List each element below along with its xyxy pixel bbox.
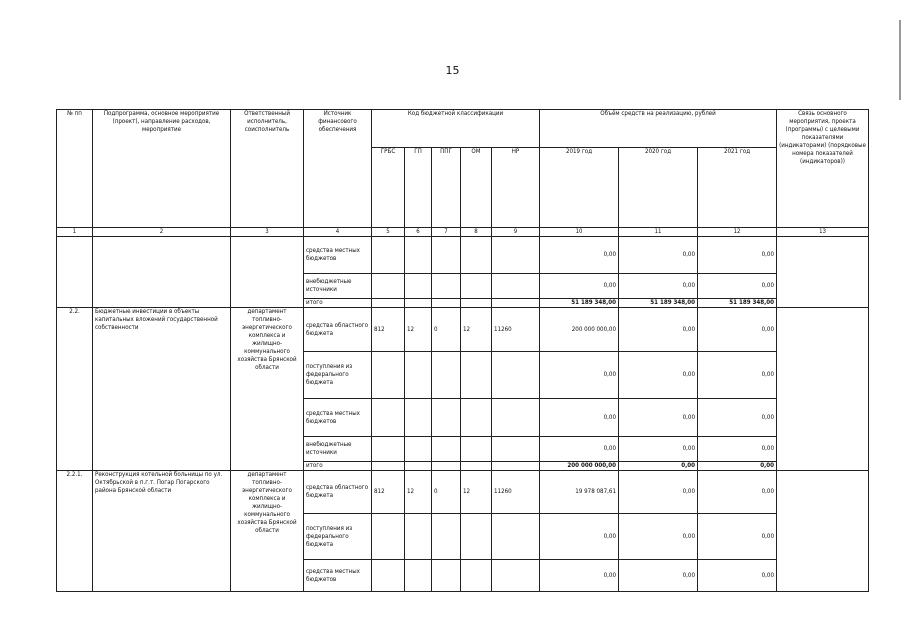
header-num: № пп — [57, 110, 93, 228]
column-number: 11 — [619, 228, 698, 237]
value-2021: 0,00 — [698, 237, 777, 274]
header-volume: Объём средств на реализацию, рублей — [540, 110, 777, 148]
value-2019: 0,00 — [540, 514, 619, 560]
row-executor-cell — [231, 237, 304, 308]
column-number: 5 — [372, 228, 405, 237]
value-2019: 0,00 — [540, 237, 619, 274]
header-kbk: Код бюджетной классификации — [372, 110, 540, 148]
header-om: ОМ — [461, 148, 492, 228]
indicator-cell — [777, 237, 869, 308]
source-cell: внебюджетные источники — [304, 274, 372, 299]
source-cell: поступления из федерального бюджета — [304, 352, 372, 399]
header-2020: 2020 год — [619, 148, 698, 228]
value-2021: 0,00 — [698, 352, 777, 399]
value-2021: 0,00 — [698, 308, 777, 352]
grbs-cell: 812 — [372, 471, 405, 514]
row-name-cell: Реконструкция котельной больницы по ул. Октябрьской в п.г.т. Погар Погарского района Брянской области — [93, 471, 231, 592]
sheet-edge-line — [899, 20, 901, 100]
header-program: Подпрограмма, основное мероприятие (проект), направление расходов, мероприятие — [93, 110, 231, 228]
value-2019: 19 978 087,61 — [540, 471, 619, 514]
value-2021: 0,00 — [698, 514, 777, 560]
value-2021: 0,00 — [698, 399, 777, 437]
source-cell: средства местных бюджетов — [304, 399, 372, 437]
column-number: 9 — [492, 228, 540, 237]
value-2019: 0,00 — [540, 274, 619, 299]
source-cell: итого — [304, 299, 372, 308]
grbs-cell: 812 — [372, 308, 405, 352]
total-2021: 0,00 — [698, 462, 777, 471]
nr-cell: 11260 — [492, 471, 540, 514]
source-cell: итого — [304, 462, 372, 471]
column-number: 12 — [698, 228, 777, 237]
value-2020: 0,00 — [619, 514, 698, 560]
value-2020: 0,00 — [619, 560, 698, 592]
column-number-row — [57, 228, 869, 237]
header-executor: Ответственный исполнитель, соисполнитель — [231, 110, 304, 228]
header-indicators: Связь основного мероприятия, проекта (программы) с целевыми показателями (индикаторами) (порядковые номера показателей (индикаторов)) — [777, 110, 869, 228]
value-2021: 0,00 — [698, 437, 777, 462]
source-cell: средства местных бюджетов — [304, 560, 372, 592]
value-2019: 200 000 000,00 — [540, 308, 619, 352]
row-name-cell: Бюджетные инвестиции в объекты капитальных вложений государственной собственности — [93, 308, 231, 471]
row-num-cell: 2.2.1. — [57, 471, 93, 592]
nr-cell: 11260 — [492, 308, 540, 352]
header-ppg: ППГ — [432, 148, 461, 228]
header-source: Источник финансового обеспечения — [304, 110, 372, 228]
column-number: 8 — [461, 228, 492, 237]
budget-table — [56, 109, 869, 592]
gp-cell: 12 — [405, 471, 432, 514]
source-cell: внебюджетные источники — [304, 437, 372, 462]
value-2019: 0,00 — [540, 399, 619, 437]
row-executor-cell: департамент топливно-энергетического комплекса и жилищно-коммунального хозяйства Брянской области — [231, 308, 304, 471]
header-row-1 — [57, 110, 869, 148]
total-2021: 51 189 348,00 — [698, 299, 777, 308]
table-row — [57, 308, 869, 352]
header-2021: 2021 год — [698, 148, 777, 228]
row-executor-cell: департамент топливно-энергетического комплекса и жилищно-коммунального хозяйства Брянской области — [231, 471, 304, 592]
column-number: 1 — [57, 228, 93, 237]
source-cell: средства областного бюджета — [304, 471, 372, 514]
column-number: 10 — [540, 228, 619, 237]
source-cell: средства областного бюджета — [304, 308, 372, 352]
om-cell: 12 — [461, 471, 492, 514]
value-2020: 0,00 — [619, 399, 698, 437]
row-num-cell — [57, 237, 93, 308]
total-2020: 51 189 348,00 — [619, 299, 698, 308]
row-name-cell — [93, 237, 231, 308]
indicator-cell — [777, 471, 869, 592]
total-2019: 200 000 000,00 — [540, 462, 619, 471]
value-2021: 0,00 — [698, 560, 777, 592]
page-number: 15 — [445, 64, 460, 77]
value-2019: 0,00 — [540, 560, 619, 592]
header-nr: НР — [492, 148, 540, 228]
column-number: 3 — [231, 228, 304, 237]
value-2019: 0,00 — [540, 437, 619, 462]
value-2020: 0,00 — [619, 237, 698, 274]
column-number: 2 — [93, 228, 231, 237]
value-2020: 0,00 — [619, 437, 698, 462]
source-cell: средства местных бюджетов — [304, 237, 372, 274]
header-gp: ГП — [405, 148, 432, 228]
value-2020: 0,00 — [619, 274, 698, 299]
value-2020: 0,00 — [619, 308, 698, 352]
row-num-cell: 2.2. — [57, 308, 93, 471]
gp-cell: 12 — [405, 308, 432, 352]
ppg-cell: 0 — [432, 308, 461, 352]
table-row — [57, 471, 869, 514]
header-2019: 2019 год — [540, 148, 619, 228]
source-cell: поступления из федерального бюджета — [304, 514, 372, 560]
value-2021: 0,00 — [698, 274, 777, 299]
om-cell: 12 — [461, 308, 492, 352]
column-number: 13 — [777, 228, 869, 237]
value-2019: 0,00 — [540, 352, 619, 399]
value-2020: 0,00 — [619, 352, 698, 399]
ppg-cell: 0 — [432, 471, 461, 514]
header-grbs: ГРБС — [372, 148, 405, 228]
column-number: 6 — [405, 228, 432, 237]
value-2020: 0,00 — [619, 471, 698, 514]
column-number: 7 — [432, 228, 461, 237]
table-row — [57, 237, 869, 274]
total-2020: 0,00 — [619, 462, 698, 471]
value-2021: 0,00 — [698, 471, 777, 514]
column-number: 4 — [304, 228, 372, 237]
indicator-cell — [777, 308, 869, 471]
total-2019: 51 189 348,00 — [540, 299, 619, 308]
